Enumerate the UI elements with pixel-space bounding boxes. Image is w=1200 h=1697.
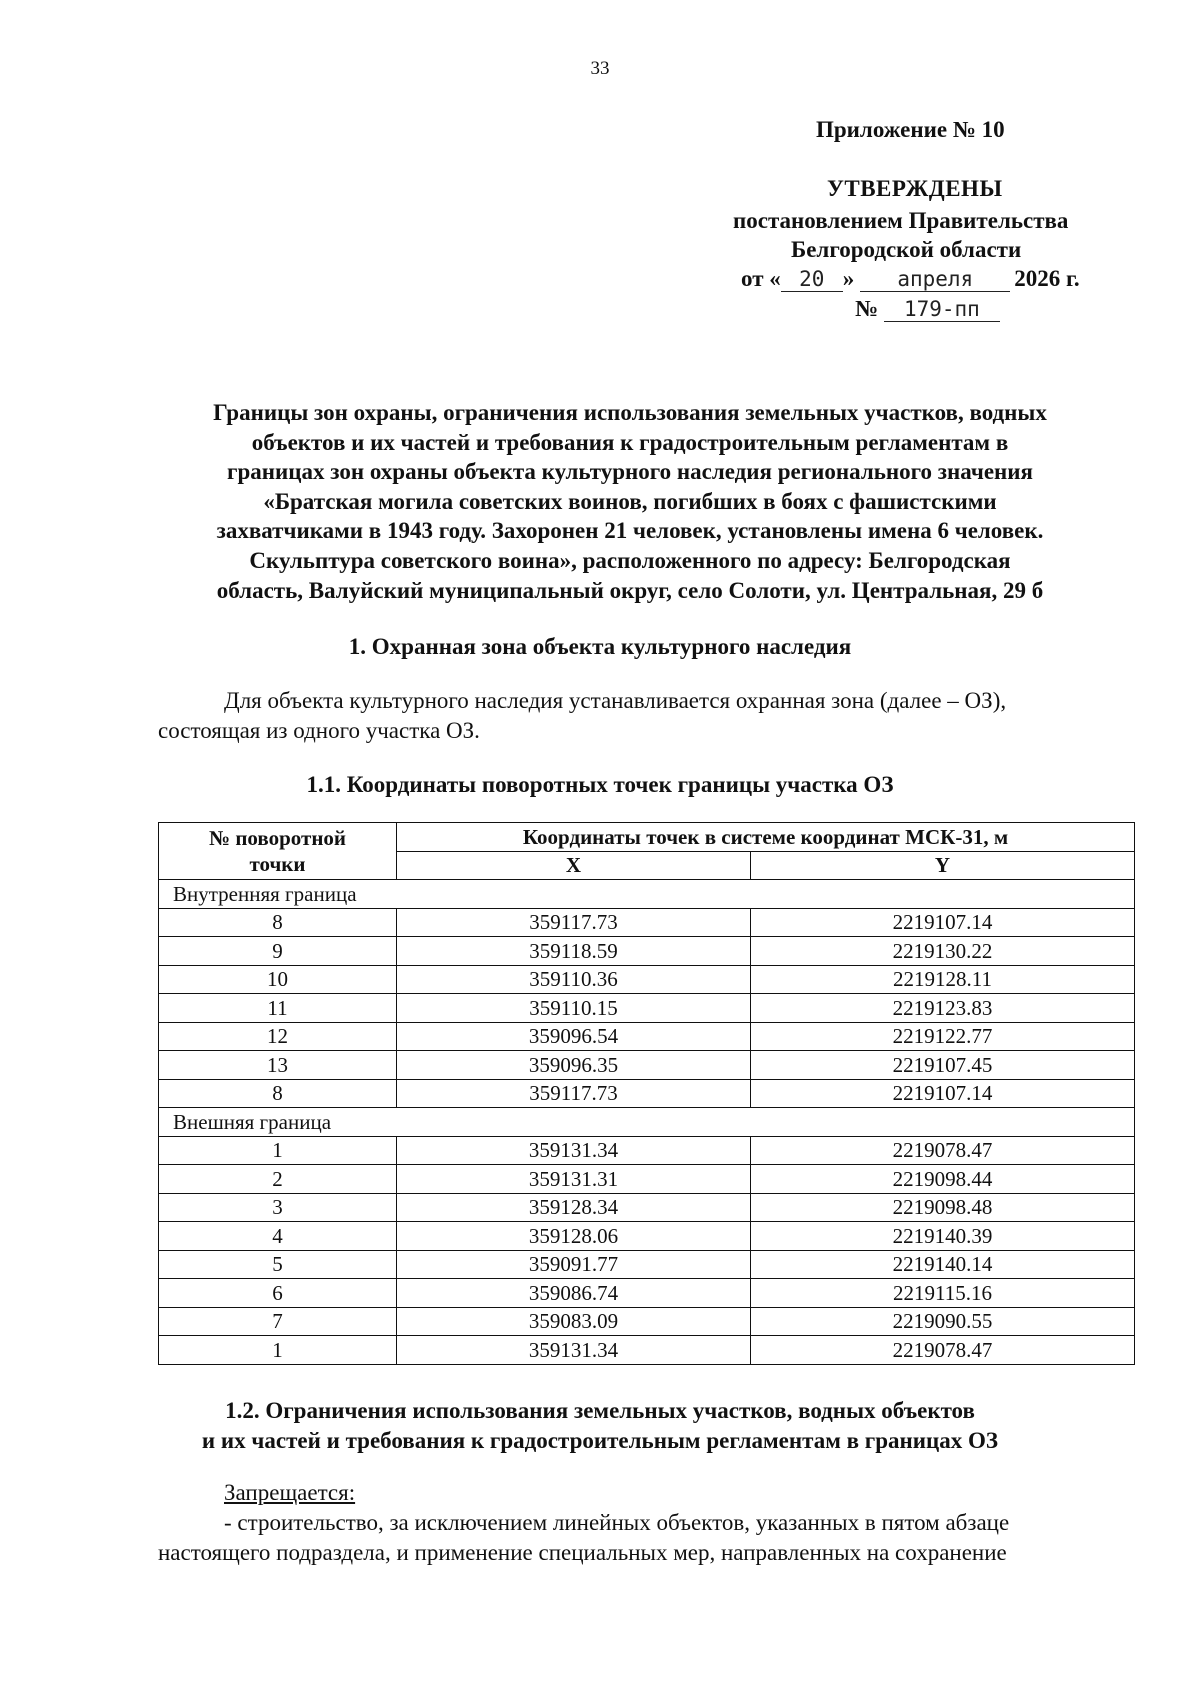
number-value: 179-пп	[884, 297, 1000, 322]
section-1-heading: 1. Охранная зона объекта культурного наследия	[348, 634, 852, 659]
table-row	[159, 1250, 1135, 1279]
table-row	[159, 965, 1135, 994]
y-coordinate-cell: 2219140.14	[751, 1250, 1135, 1279]
appendix-label: Приложение № 10	[816, 117, 1005, 142]
y-coordinate-cell: 2219123.83	[751, 994, 1135, 1023]
y-coordinate-cell: 2219078.47	[751, 1336, 1135, 1365]
y-coordinate-cell: 2219140.39	[751, 1222, 1135, 1251]
title-line: область, Валуйский муниципальный округ, село Солоти, ул. Центральная, 29 б	[216, 577, 1044, 603]
x-coordinate-cell: 359131.34	[397, 1336, 751, 1365]
point-number-cell: 12	[159, 1022, 397, 1051]
title-line: Границы зон охраны, ограничения использования земельных участков, водных	[213, 400, 1047, 425]
col-header-point-line2: точки	[249, 852, 306, 876]
table-row	[159, 1051, 1135, 1080]
title-line: захватчиками в 1943 году. Захоронен 21 человек, установлены имена 6 человек.	[216, 518, 1044, 544]
date-day: 20	[781, 267, 843, 292]
decree-date	[741, 266, 1080, 292]
group-label: Внешняя граница	[159, 1108, 1135, 1137]
title-line: объектов и их частей и требования к градостроительным регламентам в	[251, 429, 1009, 455]
col-header-x: X	[397, 851, 751, 880]
x-coordinate-cell: 359083.09	[397, 1307, 751, 1336]
table-row	[159, 937, 1135, 966]
table-group-row	[159, 880, 1135, 909]
point-number-cell: 1	[159, 1336, 397, 1365]
date-prefix: от «	[741, 266, 781, 291]
page-number: 33	[590, 58, 610, 79]
point-number-cell: 13	[159, 1051, 397, 1080]
point-number-cell: 4	[159, 1222, 397, 1251]
point-number-cell: 6	[159, 1279, 397, 1308]
decree-line-2: Белгородской области	[791, 237, 1022, 262]
decree-line-1: постановлением Правительства	[733, 208, 1069, 233]
col-header-coords: Координаты точек в системе координат МСК-31, м	[397, 823, 1135, 852]
point-number-cell: 7	[159, 1307, 397, 1336]
prohibited-item-line: - строительство, за исключением линейных объектов, указанных в пятом абзаце	[224, 1510, 1010, 1535]
col-header-point-line1: № поворотной	[208, 826, 347, 850]
document-title	[150, 398, 1110, 605]
y-coordinate-cell: 2219128.11	[751, 965, 1135, 994]
x-coordinate-cell: 359117.73	[397, 1079, 751, 1108]
x-coordinate-cell: 359131.34	[397, 1136, 751, 1165]
y-coordinate-cell: 2219098.44	[751, 1165, 1135, 1194]
date-year: 2026 г.	[1014, 266, 1080, 291]
date-mid: »	[842, 266, 855, 291]
section-1-2-body	[158, 1478, 1134, 1568]
table-group-row	[159, 1108, 1135, 1137]
paragraph-line: состоящая из одного участка ОЗ.	[158, 718, 480, 743]
date-month: апреля	[860, 267, 1010, 292]
y-coordinate-cell: 2219115.16	[751, 1279, 1135, 1308]
table-row	[159, 1336, 1135, 1365]
y-coordinate-cell: 2219090.55	[751, 1307, 1135, 1336]
x-coordinate-cell: 359096.35	[397, 1051, 751, 1080]
x-coordinate-cell: 359096.54	[397, 1022, 751, 1051]
table-row	[159, 1079, 1135, 1108]
x-coordinate-cell: 359118.59	[397, 937, 751, 966]
title-line: границах зон охраны объекта культурного наследия регионального значения	[227, 459, 1033, 485]
x-coordinate-cell: 359131.31	[397, 1165, 751, 1194]
point-number-cell: 2	[159, 1165, 397, 1194]
prohibited-item-line: настоящего подраздела, и применение специальных мер, направленных на сохранение	[158, 1540, 1007, 1565]
x-coordinate-cell: 359128.34	[397, 1193, 751, 1222]
y-coordinate-cell: 2219130.22	[751, 937, 1135, 966]
point-number-cell: 8	[159, 1079, 397, 1108]
point-number-cell: 8	[159, 908, 397, 937]
table-row	[159, 1279, 1135, 1308]
table-row	[159, 1022, 1135, 1051]
point-number-cell: 3	[159, 1193, 397, 1222]
table-caption: 1.1. Координаты поворотных точек границы участка ОЗ	[306, 772, 894, 797]
section-1-2-heading-line-2: и их частей и требования к градостроительным регламентам в границах ОЗ	[201, 1428, 999, 1453]
decree-number	[855, 296, 1000, 322]
point-number-cell: 5	[159, 1250, 397, 1279]
table-row	[159, 1165, 1135, 1194]
paragraph-line: Для объекта культурного наследия устанавливается охранная зона (далее – ОЗ),	[224, 688, 1007, 713]
y-coordinate-cell: 2219098.48	[751, 1193, 1135, 1222]
table-row	[159, 1136, 1135, 1165]
point-number-cell: 1	[159, 1136, 397, 1165]
table-row	[159, 908, 1135, 937]
x-coordinate-cell: 359086.74	[397, 1279, 751, 1308]
table-row	[159, 1307, 1135, 1336]
x-coordinate-cell: 359091.77	[397, 1250, 751, 1279]
title-line: «Братская могила советских воинов, погибших в боях с фашистскими	[263, 488, 997, 514]
y-coordinate-cell: 2219107.14	[751, 908, 1135, 937]
title-line: Скульптура советского воина», расположенного по адресу: Белгородская	[249, 547, 1011, 573]
point-number-cell: 11	[159, 994, 397, 1023]
table-row	[159, 1193, 1135, 1222]
x-coordinate-cell: 359110.36	[397, 965, 751, 994]
approved-label: УТВЕРЖДЕНЫ	[827, 176, 1003, 201]
y-coordinate-cell: 2219107.14	[751, 1079, 1135, 1108]
y-coordinate-cell: 2219107.45	[751, 1051, 1135, 1080]
point-number-cell: 9	[159, 937, 397, 966]
table-row	[159, 994, 1135, 1023]
table-row	[159, 1222, 1135, 1251]
section-1-paragraph	[158, 686, 1134, 746]
point-number-cell: 10	[159, 965, 397, 994]
group-label: Внутренняя граница	[159, 880, 1135, 909]
y-coordinate-cell: 2219078.47	[751, 1136, 1135, 1165]
x-coordinate-cell: 359110.15	[397, 994, 751, 1023]
col-header-point	[159, 823, 397, 880]
section-1-2-heading-line-1: 1.2. Ограничения использования земельных участков, водных объектов	[225, 1398, 975, 1423]
number-prefix: №	[855, 296, 879, 321]
coordinates-table	[158, 822, 1135, 1365]
col-header-y: Y	[751, 851, 1135, 880]
prohibited-label: Запрещается:	[224, 1480, 356, 1505]
table-body	[159, 880, 1135, 1365]
x-coordinate-cell: 359117.73	[397, 908, 751, 937]
y-coordinate-cell: 2219122.77	[751, 1022, 1135, 1051]
x-coordinate-cell: 359128.06	[397, 1222, 751, 1251]
